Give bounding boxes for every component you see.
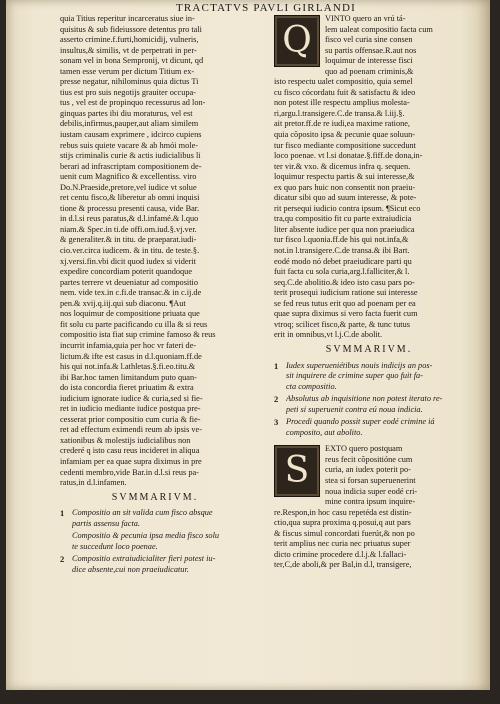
body-text-line: quae supra diximus si vero facta fuerit cum	[274, 309, 418, 319]
body-text-line: curia, an iudex poterit po-	[325, 465, 411, 475]
summary-item-line: Procedi quando possit super eodé crimine iá	[286, 417, 435, 427]
body-text-line: nos loquimur de compositione priuata que	[60, 309, 200, 319]
summary-item	[60, 508, 250, 529]
body-text-line: terit prosequi iudicium ratione sui interesse	[274, 288, 418, 298]
body-text-line: iustam causam exprimere , idcirco cupiens	[60, 130, 202, 140]
body-text-line: cu fisco cócordatu fuit & satisfactu & ideo	[274, 87, 416, 97]
decorated-initial-s: S	[274, 445, 320, 497]
body-text-line: stea si forsan superuenerint	[325, 475, 416, 485]
body-text-line: ret centu fisco,& liberetur ab omni inquisi	[60, 193, 200, 203]
left-column	[60, 14, 250, 577]
body-text-line: vtroq; scilicet fisco,& parte, & tunc tutus	[274, 319, 410, 329]
body-text-line: isto respectu ualet compositio, quia semel	[274, 77, 413, 87]
summary-item	[274, 417, 464, 438]
body-text-line: niam.& Spec.in ti.de offi.om.iud.§.vj.ver.	[60, 224, 197, 234]
body-text-line: noua indicia super eodé cri-	[325, 486, 418, 496]
summary-item	[60, 531, 250, 552]
body-text-line: nem. vide tex.in c.fi.de transac.& in c.ij.de	[60, 288, 202, 298]
summary-item-number: 2	[274, 394, 279, 405]
body-text-line: ratus,in d.l.infamen.	[60, 478, 127, 488]
body-text-line: lem ualeat compositio facta cum	[325, 24, 433, 34]
body-text-line: xj.versi.fin.vbi dicit quod iudex si viderit	[60, 256, 196, 266]
summary-item-line: composito, aut abolito.	[286, 427, 363, 437]
body-text-line: ait pretor.ff.de re iudi,ea maxime ratione,	[274, 119, 410, 129]
summary-item-line: Absolutus ab inquisitione non potest iterato re-	[286, 394, 443, 404]
body-text-line: expedire concordiam poterit quandoque	[60, 267, 193, 277]
body-text-line: dicatur sibi quo ad suum interesse, & pote-	[274, 193, 417, 203]
right-paragraph-quinto	[274, 14, 464, 341]
body-text-line: tius est pro suis negotijs grauiter occupa-	[60, 87, 196, 97]
body-text-line: lictum.& ifte est casus in d.l.quoniam.ff.de	[60, 351, 202, 361]
body-text-line: cedenti membro,vide Bar.in d.l.si reus pa-	[60, 467, 199, 477]
summary-item	[274, 361, 464, 393]
body-text-line: se fed reus tutus erit quo ad poenam per ea	[274, 298, 416, 308]
decorated-initial-q: Q	[274, 15, 320, 67]
body-text-line: ex quo pars huic non consentit non praeiu-	[274, 182, 416, 192]
body-text-line: fuit facta cu sola curia,arg.l.falliciter,& l.	[274, 267, 410, 277]
body-text-line: mine contra ipsum inquire-	[325, 497, 416, 507]
body-text-line: ginquas partes ibi diu moraturus, vel est	[60, 108, 193, 118]
summary-item-line: partis assensu facta.	[72, 518, 140, 528]
body-text-line: re.Respon,in hoc casu repetéda est distin-	[274, 507, 412, 517]
summary-item-line: cta compositio.	[286, 381, 337, 391]
body-text-line: ter,C,de aboli,& per Bal,in d.l, transigere,	[274, 560, 412, 570]
summary-item-number: 1	[274, 360, 279, 371]
body-text-line: tur fisco l.quonia.ff.de his qui not.infa,&	[274, 235, 409, 245]
right-summary-heading: SVMMARIVM.	[325, 343, 413, 355]
summary-item-line: te succedunt loco poenae.	[72, 541, 158, 551]
summary-item-number: 3	[274, 417, 279, 428]
body-text-line: EXTO quero postquam	[325, 444, 403, 454]
summary-item	[274, 394, 464, 415]
summary-item-line: peti si superuenit contra eú noua indicia.	[286, 404, 423, 414]
left-summary-list	[60, 508, 250, 575]
body-text-line: dicto crimine procedere d.l.j.& l.fallaci-	[274, 549, 407, 559]
body-text-line: ibi Bar.hoc tamen limitandum puto quan-	[60, 372, 197, 382]
body-text-line: su partis offensae.R.aut nos	[325, 45, 417, 55]
body-text-line: quia Titius reperitur incarceratus siue in-	[60, 14, 195, 23]
body-text-line: non potest ille respectu amplius molesta-	[274, 98, 410, 108]
summary-item	[60, 554, 250, 575]
summary-item-number: 1	[60, 508, 65, 519]
body-text-line: pen.& xvij.q.iij.qui sub diaconu. ¶Aut	[60, 298, 186, 308]
body-text-line: ret in iudicio mediante iudice postqua pre-	[60, 404, 201, 414]
body-text-line: & fiscus simul concordati fuerút,& non po	[274, 528, 415, 538]
body-text-line: loquimur respectu partis & sui interesse,&	[274, 172, 415, 182]
body-text-line: rit persequi iudicio contra ipsum. ¶Sicut eco	[274, 203, 421, 213]
body-text-line: do ista concordia fieret priuatim & extra	[60, 383, 194, 393]
body-text-line: debilis,infirmus,pauper,aut aliam similem	[60, 119, 199, 129]
body-text-line: erit in omnibus,vt l.j.C.de abolit.	[274, 330, 383, 340]
body-text-line: compositio ista fiat sup crimine famoso & reus	[60, 330, 216, 340]
body-text-line: seq.C.de abolitio.& ideo isto casu pars po-	[274, 277, 415, 287]
body-text-line: tione & processu presenti causa, vide Bar.	[60, 203, 200, 213]
body-text-line: xationibus & molestijs iudicialibus non	[60, 435, 191, 445]
body-text-line: ter vir.& vxo. & dicemus infra q. sequen.	[274, 161, 411, 171]
body-text-line: loco poenae. vt l.si donatae.§.fiff.de dona,in-	[274, 151, 423, 161]
body-text-line: crederé q isto casu reus incideret in aliqua	[60, 446, 200, 456]
right-paragraph-sexto	[274, 444, 464, 571]
body-text-line: terit amplius nec curia nec priuatus super	[274, 539, 411, 549]
body-text-line: tamen esse verum per dictum Titium ex-	[60, 66, 195, 76]
body-text-line: tra,qu compositio fit cu parte extraiudicia	[274, 214, 412, 224]
body-text-line: reus fecit cõpositióne cum	[325, 454, 413, 464]
body-text-line: rebus suis quiete vacare & ab hmói mole-	[60, 140, 199, 150]
book-page	[6, 0, 490, 690]
body-text-line: quo ad poenam criminis,&	[325, 66, 414, 76]
body-text-line: ri,argu.l.transigere.C.de transa.& l.iij.§.	[274, 108, 405, 118]
body-text-line: & generaliter.& in titu. de praeparat.iudi-	[60, 235, 197, 245]
body-text-line: VINTO quero an vrú tá-	[325, 14, 406, 23]
left-body-text	[60, 14, 250, 489]
body-text-line: cio.ver.circa iudicem. & in titu. de teste.§.	[60, 246, 200, 256]
body-text-line: ret ad effectum eximendi reum ab ipsis ve-	[60, 425, 202, 435]
body-text-line: incurrit infamia,quia per hoc vr fateri de-	[60, 340, 197, 350]
body-text-line: infamiam per ea quae supra diximus in pre	[60, 456, 202, 466]
body-text-line: liter absente iudice per qua non praeiudica	[274, 224, 415, 234]
body-text-line: fisco vel curia sine consen	[325, 35, 413, 45]
body-text-line: ctio,qua supra proxima q.posui,q aut pars	[274, 518, 411, 528]
summary-item-line: Compositio extraiudicialiter fieri potest iu-	[72, 554, 216, 564]
summary-item-number: 2	[60, 554, 65, 565]
body-text-line: sonam vel in bona Sempronij, vt dicunt, qd	[60, 56, 204, 66]
body-text-line: insultus,& similis, vt de perpetrati in per-	[60, 45, 197, 55]
right-column	[274, 14, 464, 571]
body-text-line: berari ad infrascriptam compositionem de-	[60, 161, 202, 171]
body-text-line: tur fisco mediante compositione succedunt	[274, 140, 416, 150]
body-text-line: uenit cum Magnifico & excellentiss. viro	[60, 172, 197, 182]
body-text-line: tus , vel est de propinquo recessurus ad lon-	[60, 98, 206, 108]
running-head: TRACTATVS PAVLI GIRLANDI	[175, 2, 357, 14]
body-text-line: presse negatur, nihilominus quia dictus Ti	[60, 77, 199, 87]
body-text-line: loquimur de interesse fisci	[325, 56, 413, 66]
body-text-line: quisitus & sub fideiussore detentus pro tali	[60, 24, 202, 34]
right-summary-list	[274, 361, 464, 439]
left-summary-heading: SVMMARIVM.	[111, 491, 199, 503]
body-text-line: Do.N.Praeside,pretore,vel iudice vt solue	[60, 182, 197, 192]
body-text-line: cesserat prior compositio cum curia & fie-	[60, 414, 201, 424]
summary-item-line: Iudex superueniétibus nouis indicijs an pos-	[286, 360, 433, 370]
body-text-line: fit solu cu parte pacificando cu illa & si reus	[60, 319, 208, 329]
body-text-line: partes terrere vt deueniatur ad compositio	[60, 277, 198, 287]
summary-item-line: Compositio an sit valida cum fisco absque	[72, 508, 213, 518]
body-text-line: not.in l.transigere.C.de transa.& ibi Bart.	[274, 246, 410, 256]
body-text-line: eodé modo nó debet praeiudicare parti qu	[274, 256, 412, 266]
summary-item-line: Compositio & pecunia ipsa media fisco solu	[72, 531, 220, 541]
body-text-line: in d.l.si reus paratus,& d.l.infamé.& l.quo	[60, 214, 199, 224]
body-text-line: quia cõposito ipsa & pecunie quae soluun-	[274, 130, 416, 140]
body-text-line: asserto crimine.f.furti,homicidij, vulneris,	[60, 35, 199, 45]
summary-item-line: sit inquirere de crimine super quo fuit fa-	[286, 371, 423, 381]
body-text-line: iudicium ignorate iudice & curia,sed si fie-	[60, 393, 203, 403]
summary-item-line: dice absente,cui non praeiudicatur.	[72, 564, 189, 574]
body-text-line: his qui not.infa.& l.athletas.§.fi.eo.titu.&	[60, 362, 196, 372]
body-text-line: stijs criminalis curie & actis iudicialibus li	[60, 151, 201, 161]
